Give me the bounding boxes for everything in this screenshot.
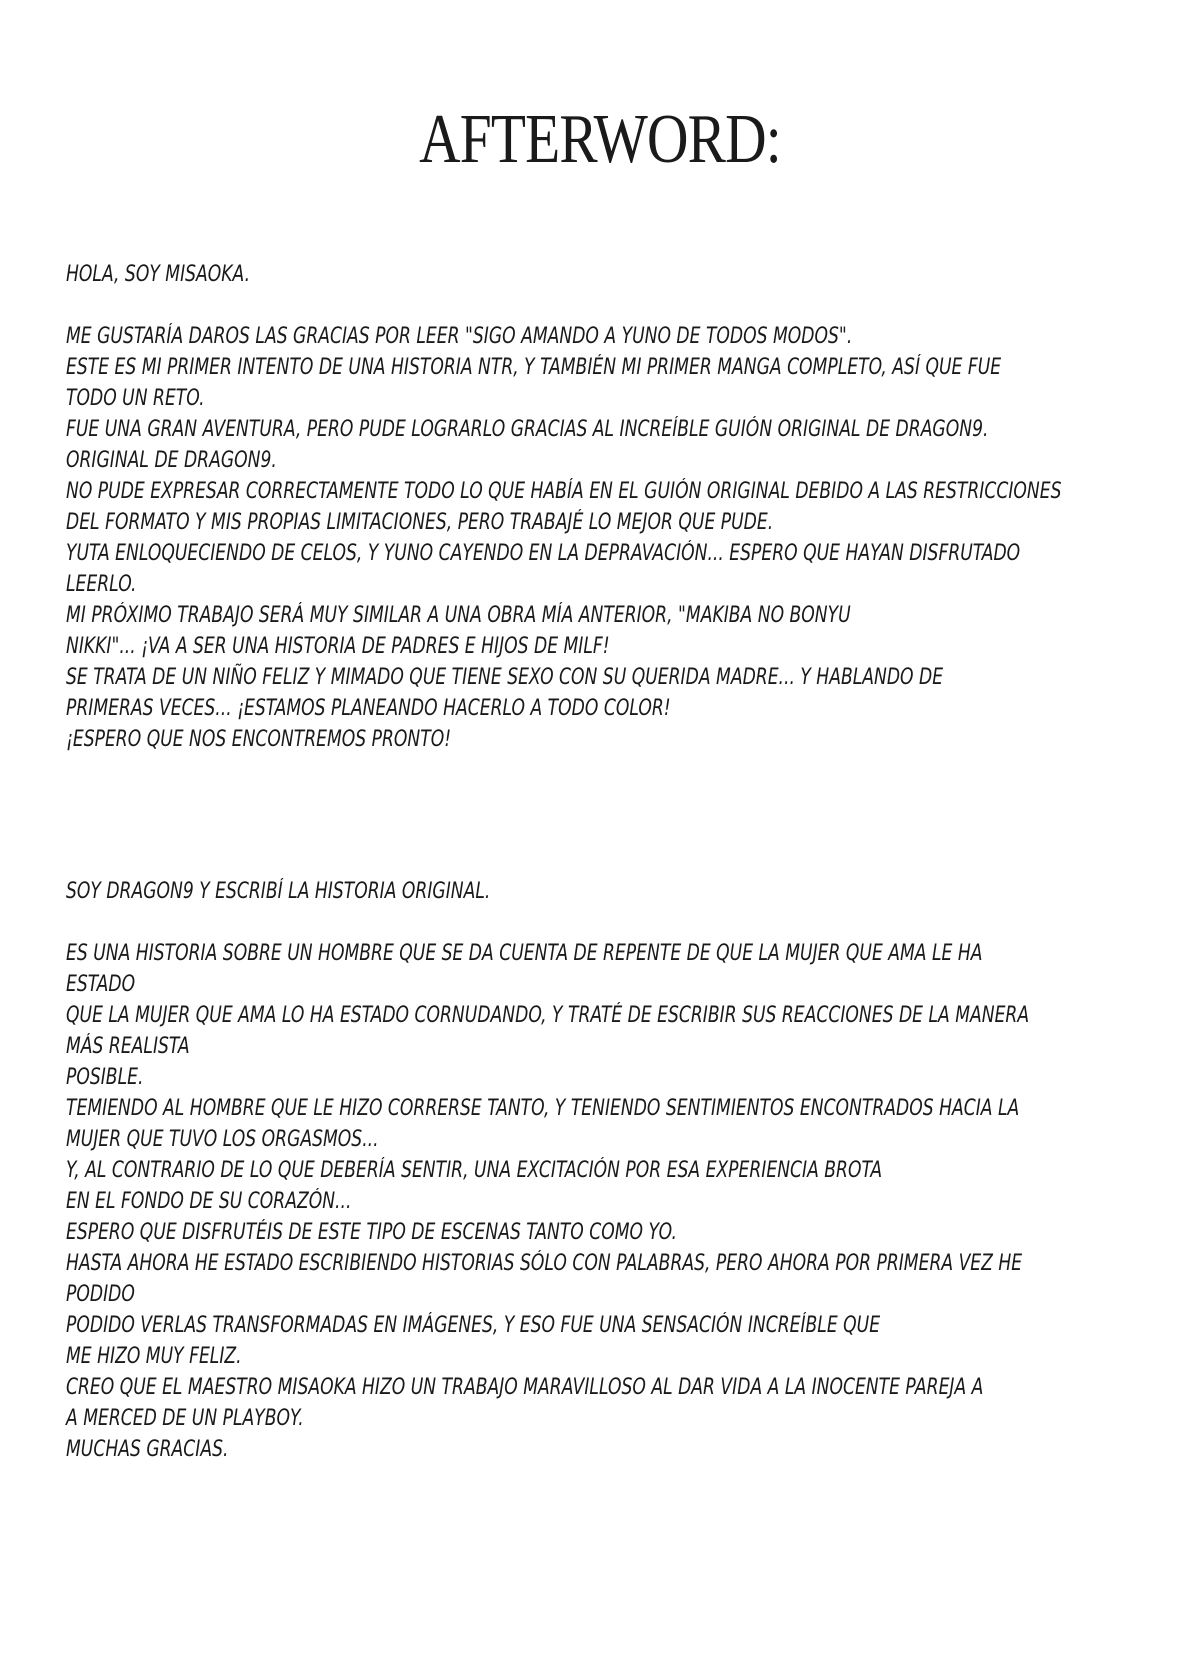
text-line: A MERCED DE UN PLAYBOY. xyxy=(66,1406,304,1431)
text-line: HOLA, SOY MISAOKA. xyxy=(66,262,251,287)
text-line xyxy=(66,290,908,321)
text-line: MI PRÓXIMO TRABAJO SERÁ MUY SIMILAR A UNA OBRA MÍA ANTERIOR, "MAKIBA NO BONYU xyxy=(66,603,851,628)
text-line: Y, AL CONTRARIO DE LO QUE DEBERÍA SENTIR, UNA EXCITACIÓN POR ESA EXPERIENCIA BROTA xyxy=(66,1158,883,1183)
text-line: ESTADO xyxy=(66,972,136,997)
text-line: ESTE ES MI PRIMER INTENTO DE UNA HISTORIA NTR, Y TAMBIÉN MI PRIMER MANGA COMPLETO, ASÍ QUE FUE xyxy=(66,355,1002,380)
text-line: QUE LA MUJER QUE AMA LO HA ESTADO CORNUDANDO, Y TRATÉ DE ESCRIBIR SUS REACCIONES DE LA MANERA xyxy=(66,1003,1030,1028)
text-line: TODO UN RETO. xyxy=(66,386,205,411)
text-line: MUJER QUE TUVO LOS ORGASMOS... xyxy=(66,1127,379,1152)
text-line: POSIBLE. xyxy=(66,1065,144,1090)
text-line: ESPERO QUE DISFRUTÉIS DE ESTE TIPO DE ESCENAS TANTO COMO YO. xyxy=(66,1220,677,1245)
text-line: ES UNA HISTORIA SOBRE UN HOMBRE QUE SE DA CUENTA DE REPENTE DE QUE LA MUJER QUE AMA LE HA xyxy=(66,941,983,966)
text-line: SOY DRAGON9 Y ESCRIBÍ LA HISTORIA ORIGINAL. xyxy=(66,879,491,904)
text-line: SE TRATA DE UN NIÑO FELIZ Y MIMADO QUE TIENE SEXO CON SU QUERIDA MADRE... Y HABLANDO DE xyxy=(66,665,944,690)
dragon9-message xyxy=(66,876,1146,1465)
text-line: PRIMERAS VECES... ¡ESTAMOS PLANEANDO HACERLO A TODO COLOR! xyxy=(66,696,671,721)
text-line: MÁS REALISTA xyxy=(66,1034,190,1059)
text-line: ME GUSTARÍA DAROS LAS GRACIAS POR LEER "SIGO AMANDO A YUNO DE TODOS MODOS". xyxy=(66,324,853,349)
text-line: LEERLO. xyxy=(66,572,137,597)
text-line: ME HIZO MUY FELIZ. xyxy=(66,1344,242,1369)
text-line: CREO QUE EL MAESTRO MISAOKA HIZO UN TRABAJO MARAVILLOSO AL DAR VIDA A LA INOCENTE PAREJA A xyxy=(66,1375,984,1400)
text-line: HASTA AHORA HE ESTADO ESCRIBIENDO HISTORIAS SÓLO CON PALABRAS, PERO AHORA POR PRIMERA VEZ HE xyxy=(66,1251,1023,1276)
text-line: ¡ESPERO QUE NOS ENCONTREMOS PRONTO! xyxy=(66,727,452,752)
text-line: NIKKI"... ¡VA A SER UNA HISTORIA DE PADRES E HIJOS DE MILF! xyxy=(66,634,610,659)
text-line: YUTA ENLOQUECIENDO DE CELOS, Y YUNO CAYENDO EN LA DEPRAVACIÓN... ESPERO QUE HAYAN DISFRUTADO xyxy=(66,541,1021,566)
text-line: PODIDO xyxy=(66,1282,135,1307)
text-line: ORIGINAL DE DRAGON9. xyxy=(66,448,277,473)
text-line: MUCHAS GRACIAS. xyxy=(66,1437,229,1462)
text-line: PODIDO VERLAS TRANSFORMADAS EN IMÁGENES, Y ESO FUE UNA SENSACIÓN INCREÍBLE QUE xyxy=(66,1313,881,1338)
text-line: NO PUDE EXPRESAR CORRECTAMENTE TODO LO QUE HABÍA EN EL GUIÓN ORIGINAL DEBIDO A LAS RESTRICCIONES xyxy=(66,479,1062,504)
text-line: TEMIENDO AL HOMBRE QUE LE HIZO CORRERSE TANTO, Y TENIENDO SENTIMIENTOS ENCONTRADOS HACIA LA xyxy=(66,1096,1020,1121)
text-line: EN EL FONDO DE SU CORAZÓN... xyxy=(66,1189,352,1214)
text-line: FUE UNA GRAN AVENTURA, PERO PUDE LOGRARLO GRACIAS AL INCREÍBLE GUIÓN ORIGINAL DE DRAGON9. xyxy=(66,417,989,442)
misaoka-message xyxy=(66,259,1146,755)
text-line: DEL FORMATO Y MIS PROPIAS LIMITACIONES, PERO TRABAJÉ LO MEJOR QUE PUDE. xyxy=(66,510,774,535)
text-line xyxy=(66,907,908,938)
page-title: AFTERWORD: xyxy=(419,101,781,178)
